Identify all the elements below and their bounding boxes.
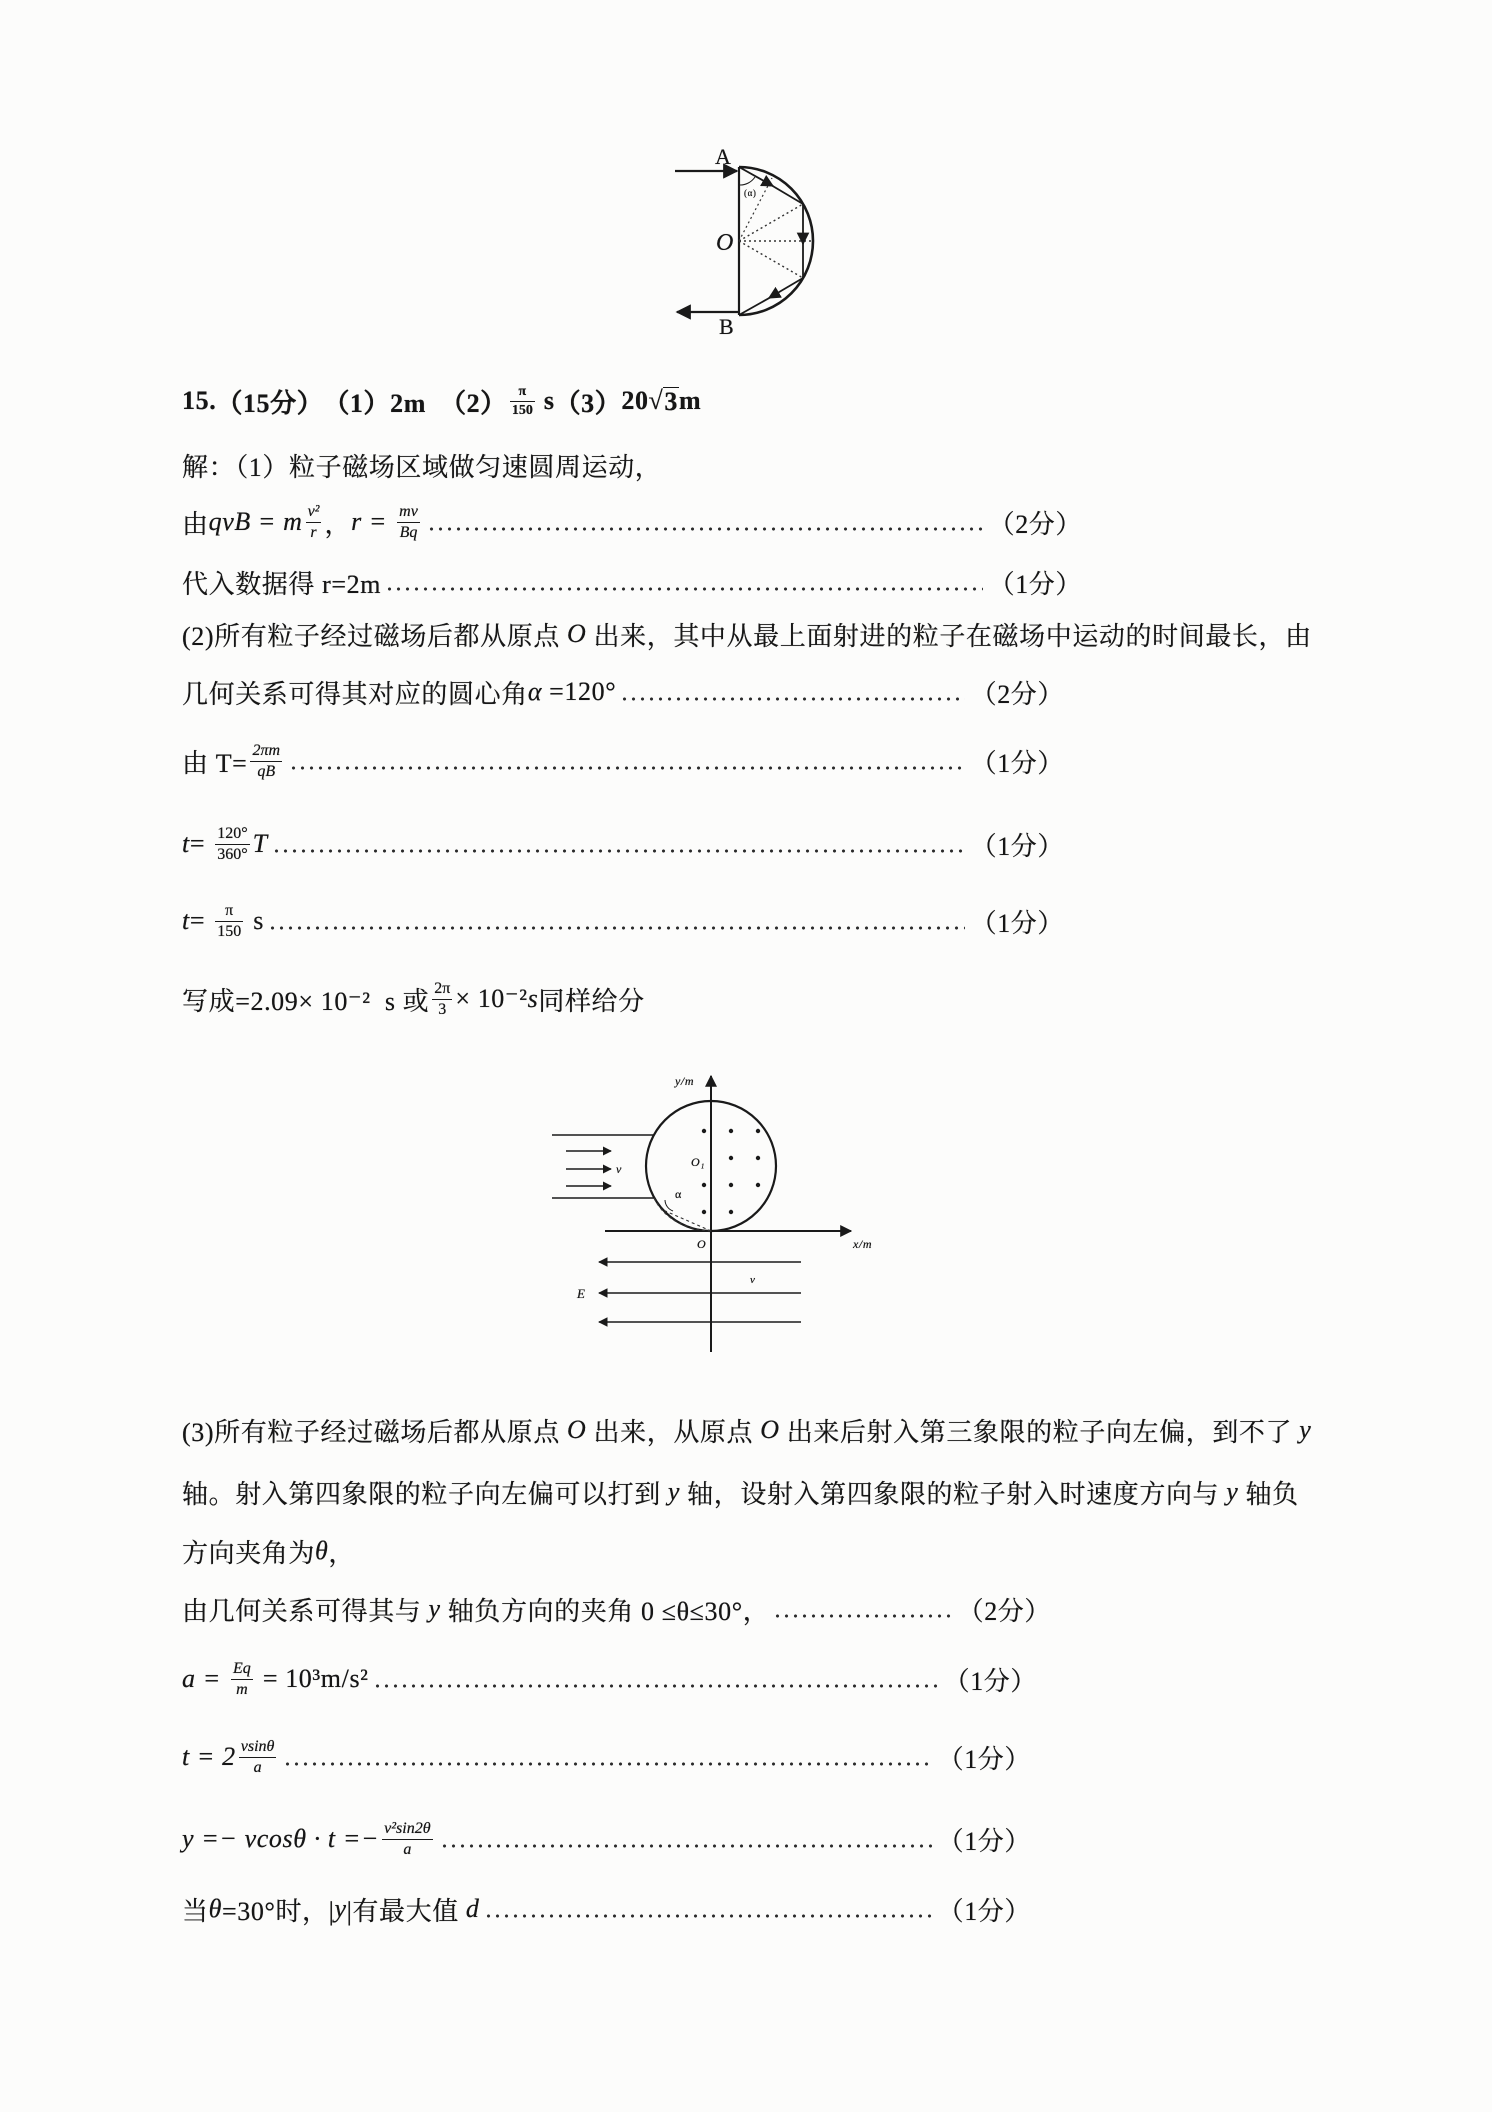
part3-line2: [182, 1462, 1299, 1522]
question-total-points: （15分）: [216, 388, 324, 418]
equation-separator: ，: [324, 509, 352, 539]
field-dot: [702, 1183, 706, 1187]
part3-maximum-row: [182, 1879, 1031, 1939]
dot-leader: [283, 1761, 931, 1767]
field-velocity-label: v: [750, 1274, 756, 1286]
acceleration-value: = 10³m/s²: [255, 1664, 369, 1693]
displacement-lhs: y =− vcosθ · t =−: [182, 1824, 380, 1853]
flight-time-lhs: t = 2: [182, 1742, 236, 1771]
dot-leader: [773, 1613, 951, 1619]
score-label: （1分）: [937, 1826, 1031, 1856]
theta-symbol: θ: [315, 1536, 329, 1565]
field-dot: [729, 1129, 733, 1133]
fraction-numerator: v²sin2θ: [382, 1820, 432, 1840]
fraction-numerator: Eq: [231, 1660, 253, 1680]
dot-leader: [268, 925, 965, 931]
label-alpha: (α): [744, 188, 757, 198]
field-dot: [756, 1156, 760, 1160]
circle-center-label: O₁: [691, 1155, 706, 1169]
equals-sign: =: [189, 829, 213, 858]
part3-line1: [182, 1400, 1311, 1460]
fraction-denominator: 3: [438, 1000, 447, 1018]
fraction-eq-over-m: [231, 1660, 253, 1699]
fraction-denominator: a: [403, 1840, 412, 1858]
fraction-denominator: 150: [511, 402, 533, 418]
angle-label: α: [675, 1187, 682, 1201]
answer-part1: （1）2m: [323, 388, 426, 418]
fraction-denominator: 360°: [217, 845, 248, 863]
semicircle-field-diagram: [660, 140, 840, 340]
answer-part3-unit: m: [679, 386, 702, 415]
fraction-denominator: Bq: [399, 523, 418, 541]
maximum-text-a: 当: [182, 1896, 209, 1926]
part3-line3: [182, 1521, 355, 1581]
answer-part3-label: （3）: [554, 388, 622, 418]
trajectory-chord-3: [769, 278, 803, 298]
score-label: （1分）: [943, 1666, 1037, 1696]
field-dot: [756, 1129, 760, 1133]
part3-text-b: ，: [328, 1538, 355, 1568]
d-symbol: d: [465, 1894, 480, 1923]
substitution-text: 代入数据得 r=2m: [182, 569, 382, 599]
fraction-numerator: π: [510, 384, 535, 402]
equation-lhs: qvB = m: [208, 507, 303, 536]
range-text-b: 轴负方向的夹角 0 ≤θ≤30°，: [440, 1596, 770, 1626]
dot-leader: [385, 586, 983, 592]
fraction-denominator: r: [310, 523, 317, 541]
part2-alternative-row: [182, 969, 645, 1029]
part3-flight-time-row: [182, 1727, 1031, 1787]
part2-text-b: 出来，其中从最上面射进的粒子在磁场中运动的时间最长，由: [586, 621, 1312, 651]
part3-text-a: (3)所有粒子经过磁场后都从原点: [182, 1417, 568, 1447]
fraction-pi-over-150: [215, 902, 243, 941]
radicand: 3: [664, 386, 679, 416]
y-symbol: y: [1299, 1415, 1312, 1444]
origin-symbol: O: [567, 619, 587, 648]
score-label: （1分）: [937, 1896, 1031, 1926]
beam-velocity-label: v: [616, 1162, 622, 1176]
origin-symbol: O: [760, 1415, 780, 1444]
fraction-period: [250, 742, 282, 781]
part3-text-a: 方向夹角为: [182, 1538, 316, 1568]
part1-intro-row: [182, 435, 661, 495]
answer-part2-label: （2）: [440, 388, 507, 418]
label-o: O: [716, 230, 734, 256]
period-symbol: T: [252, 829, 268, 858]
dot-leader: [440, 1843, 932, 1849]
answer-part2-fraction: [510, 384, 535, 418]
part3-text-b: 出来，从原点: [586, 1417, 761, 1447]
fraction-mv-over-bq: [397, 503, 420, 542]
score-label: （2分）: [957, 1596, 1051, 1626]
radius-dotted-lower: [739, 241, 803, 278]
part2-angle-row: [182, 662, 1064, 722]
answer-header: [182, 371, 701, 431]
dot-leader: [427, 526, 983, 532]
dot-leader: [620, 696, 964, 702]
part1-equation-row: [182, 492, 1082, 552]
y-symbol: y: [1226, 1477, 1239, 1506]
angle-symbol: α: [527, 677, 543, 706]
maximum-text-c: |有最大值: [346, 1896, 466, 1926]
time-variable: t: [182, 906, 190, 935]
fraction-denominator: m: [236, 1680, 248, 1698]
part2-time-row: [182, 814, 1064, 874]
y-symbol: y: [428, 1594, 441, 1623]
period-prefix: 由 T=: [182, 748, 248, 778]
fraction-denominator: qB: [257, 762, 276, 780]
fraction-v2-over-r: [306, 503, 322, 542]
time-unit: s: [246, 906, 265, 935]
x-axis-label: x/m: [853, 1237, 873, 1251]
fraction-denominator: a: [253, 1758, 262, 1776]
field-dot: [729, 1210, 733, 1214]
alternative-unit: s: [527, 984, 539, 1013]
score-label: （1分）: [970, 831, 1064, 861]
part3-range-row: [182, 1579, 1051, 1639]
y-symbol: y: [667, 1477, 681, 1506]
fraction-vsin-over-a: [239, 1738, 277, 1777]
origin-symbol: O: [567, 1415, 587, 1444]
alternative-text-b: × 10⁻²: [455, 984, 528, 1013]
maximum-text-b: =30°时，|: [221, 1896, 335, 1926]
part3-acceleration-row: [182, 1649, 1037, 1709]
theta-symbol: θ: [208, 1894, 222, 1923]
equation-radius-lhs: r =: [351, 507, 395, 536]
fraction-numerator: π: [215, 902, 243, 922]
fraction-numerator: vsinθ: [239, 1738, 277, 1758]
alternative-text-c: 同样给分: [538, 986, 645, 1016]
part2-period-row: [182, 731, 1064, 791]
answer-part3-coefficient: 20: [621, 386, 649, 415]
fraction-numerator: 2π: [432, 980, 452, 1000]
angle-arc: [665, 1200, 673, 1211]
text-prefix: 由: [182, 509, 209, 539]
field-dot: [729, 1156, 733, 1160]
field-dot: [756, 1183, 760, 1187]
answer-part2-unit: s: [543, 386, 555, 415]
score-label: （1分）: [988, 569, 1082, 599]
score-label: （2分）: [988, 509, 1082, 539]
score-label: （1分）: [970, 748, 1064, 778]
label-b: B: [719, 314, 735, 339]
fraction-v2sin2theta-over-a: [382, 1820, 432, 1859]
field-dot: [702, 1210, 706, 1214]
part2-text-a: (2)所有粒子经过磁场后都从原点: [182, 621, 568, 651]
acceleration-lhs: a =: [182, 1664, 228, 1693]
fraction-numerator: v²: [306, 503, 322, 523]
question-number: 15.: [182, 386, 217, 415]
dot-leader: [373, 1683, 938, 1689]
range-text-a: 由几何关系可得其与: [182, 1596, 429, 1626]
dot-leader: [289, 765, 965, 771]
dot-leader: [272, 848, 965, 854]
angle-arc: [739, 177, 755, 185]
part3-text-c: 出来后射入第三象限的粒子向左偏，到不了: [779, 1417, 1300, 1447]
fraction-numerator: mv: [397, 503, 420, 523]
electric-field-label: E: [577, 1286, 586, 1301]
particle-trajectory: [654, 1198, 711, 1231]
score-label: （1分）: [970, 908, 1064, 938]
fraction-numerator: 120°: [215, 825, 249, 845]
fraction-denominator: 150: [217, 922, 242, 940]
alternative-text-a: 写成=2.09× 10⁻² s 或: [182, 986, 430, 1016]
part3-text-a: 轴。射入第四象限的粒子向左偏可以打到: [182, 1479, 668, 1509]
y-axis-label: y/m: [675, 1074, 695, 1088]
field-dot: [729, 1183, 733, 1187]
part3-displacement-row: [182, 1809, 1031, 1869]
angle-text: 几何关系可得其对应的圆心角: [182, 679, 528, 709]
label-a: A: [715, 144, 732, 169]
part3-text-c: 轴负: [1238, 1479, 1299, 1509]
y-symbol: y: [334, 1894, 347, 1923]
fraction-angle-ratio: [215, 825, 249, 864]
part2-line1: [182, 604, 1312, 664]
field-dot: [702, 1129, 706, 1133]
score-label: （1分）: [937, 1744, 1031, 1774]
part2-result-row: [182, 891, 1064, 951]
part3-text-b: 轴，设射入第四象限的粒子射入时速度方向与: [680, 1479, 1227, 1509]
time-variable: t: [182, 829, 190, 858]
part1-substitution-row: [182, 552, 1082, 612]
angle-value: =120°: [542, 677, 617, 706]
fraction-numerator: 2πm: [250, 742, 282, 762]
fraction-2pi-over-3: [432, 980, 452, 1019]
radical-sign: √: [648, 386, 664, 415]
dot-leader: [484, 1913, 932, 1919]
field-coordinate-diagram: [545, 1070, 890, 1355]
origin-label: O: [697, 1237, 707, 1251]
score-label: （2分）: [970, 679, 1064, 709]
equals-sign: =: [189, 906, 213, 935]
part1-intro: 解：（1）粒子磁场区域做匀速圆周运动，: [182, 452, 662, 482]
